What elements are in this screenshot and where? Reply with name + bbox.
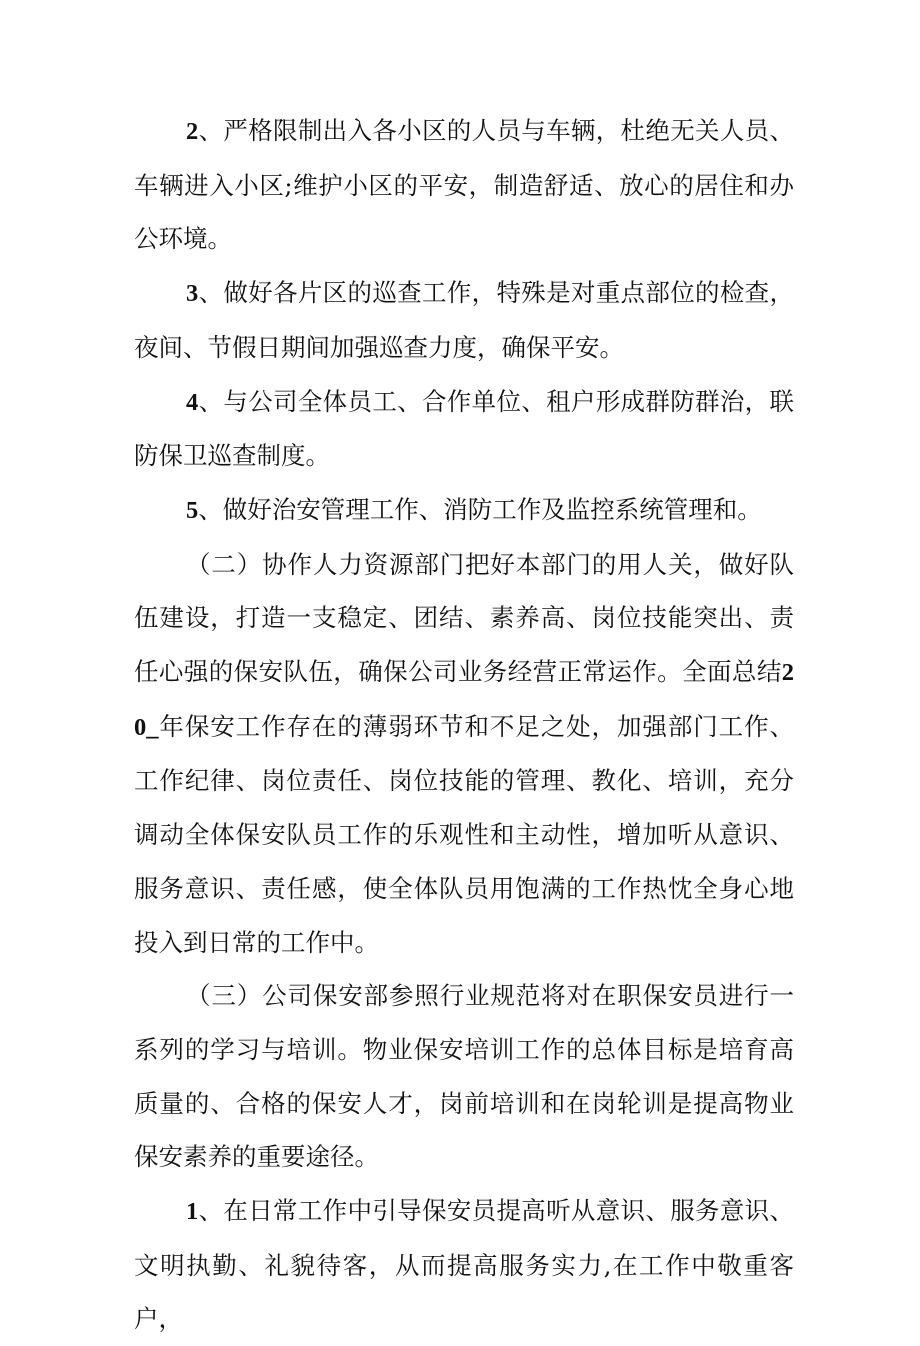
paragraph-item-3 bbox=[134, 266, 794, 374]
paragraph-text: （三）公司保安部参照行业规范将对在职保安员进行一系列的学习与培训。物业保安培训工作的总体目标是培育高质量的、合格的保安人才，岗前培训和在岗轮训是提高物业保安素养的重要途径。 bbox=[134, 981, 794, 1172]
paragraph-section-2 bbox=[134, 538, 794, 970]
paragraph-item-5 bbox=[134, 483, 794, 538]
paragraph-text: 、严格限制出入各小区的人员与车辆，杜绝无关人员、车辆进入小区;维护小区的平安，制造舒适、放心的居住和办公环境。 bbox=[134, 116, 794, 254]
item-number: 3 bbox=[186, 280, 199, 308]
paragraph-item-1 bbox=[134, 1184, 794, 1346]
paragraph-text: 、在日常工作中引导保安员提高听从意识、服务意识、文明执勤、礼貌待客，从而提高服务实力,在工作中敬重客户， bbox=[134, 1196, 794, 1334]
paragraph-text-continued: 年保安工作存在的薄弱环节和不足之处，加强部门工作、工作纪律、岗位责任、岗位技能的管理、教化、培训，充分调动全体保安队员工作的乐观性和主动性，增加听从意识、服务意识、责任感，使全体队员用饱满的工作热忱全身心地投入到日常的工作中。 bbox=[134, 711, 794, 957]
item-number: 1 bbox=[186, 1198, 199, 1226]
paragraph-text: 、做好治安管理工作、消防工作及监控系统管理和。 bbox=[198, 494, 762, 524]
document-body bbox=[134, 104, 794, 1346]
paragraph-section-3 bbox=[134, 969, 794, 1184]
item-number: 4 bbox=[186, 388, 199, 416]
item-number: 2 bbox=[186, 118, 199, 145]
item-number: 5 bbox=[186, 496, 199, 524]
paragraph-item-4 bbox=[134, 375, 794, 483]
year-placeholder: 20_ bbox=[134, 659, 794, 741]
paragraph-text: 、做好各片区的巡查工作，特殊是对重点部位的检查，夜间、节假日期间加强巡查力度，确保平安。 bbox=[134, 278, 794, 362]
paragraph-text: （二）协作人力资源部门把好本部门的用人关，做好队伍建设，打造一支稳定、团结、素养高、岗位技能突出、责任心强的保安队伍，确保公司业务经营正常运作。全面总结 bbox=[134, 549, 794, 687]
paragraph-text: 、与公司全体员工、合作单位、租户形成群防群治，联防保卫巡查制度。 bbox=[134, 386, 794, 471]
paragraph-item-2 bbox=[134, 104, 794, 266]
